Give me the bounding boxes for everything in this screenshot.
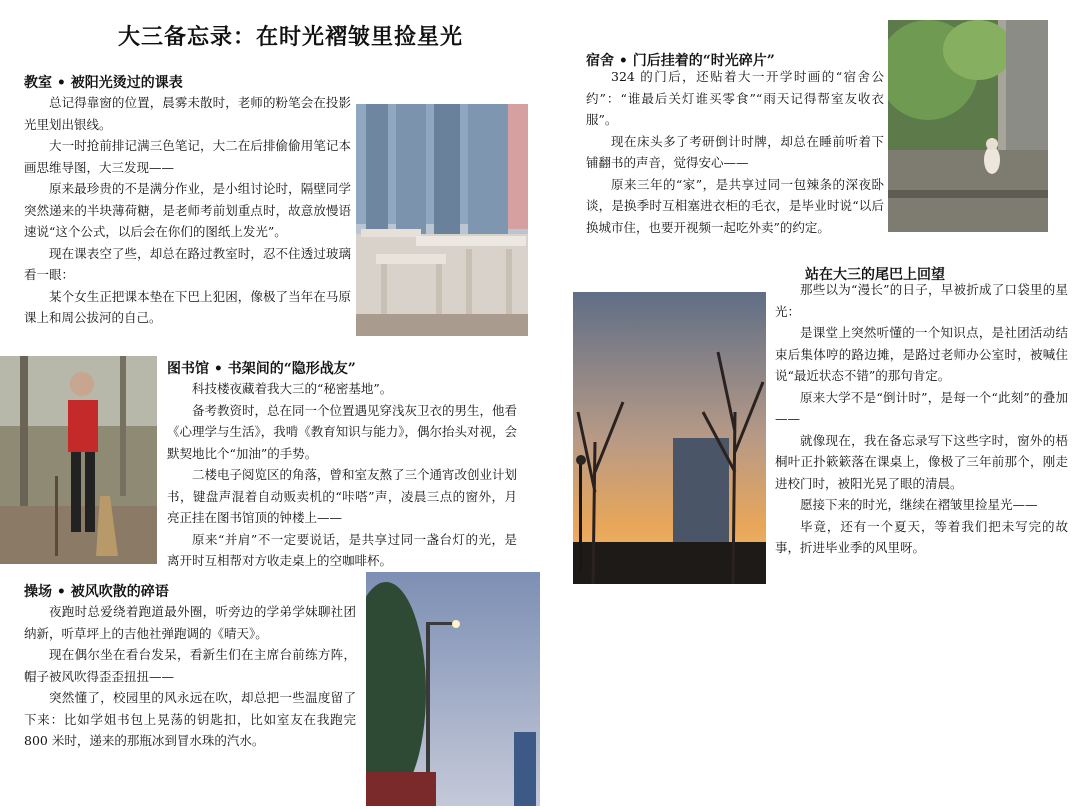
paragraph: 备考教资时，总在同一个位置遇见穿浅灰卫衣的男生，他看《心理学与生活》，我啃《教育知识与能力》，偶尔抬头对视，会默契地比个“加油”的手势。 [167, 402, 518, 461]
dorm-text [586, 66, 884, 238]
reflection-text [775, 279, 1068, 559]
playground-heading: 操场 • 被风吹散的碎语 [24, 584, 169, 600]
paragraph: 总记得靠窗的位置，晨雾未散时，老师的粉笔会在投影光里划出银线。 [24, 95, 351, 132]
page-title: 大三备忘录：在时光褶皱里捡星光 [118, 24, 464, 50]
playground-text [24, 601, 356, 752]
paragraph: 二楼电子阅览区的角落，曾和室友熬了三个通宵改创业计划书，键盘声混着自动贩卖机的“咔嗒”声，凌晨三点的窗外，月亮正挂在图书馆顶的钟楼上—— [167, 467, 518, 525]
paragraph: 就像现在，我在备忘录写下这些字时，窗外的梧桐叶正扑簌簌落在课桌上，像极了三年前那个，刚走进校门时，被阳光晃了眼的清晨。 [775, 432, 1068, 491]
paragraph: 毕竟，还有一个夏天，等着我们把未写完的故事，折进毕业季的风里呀。 [775, 518, 1068, 555]
paragraph: 现在床头多了考研倒计时牌，却总在睡前听着下铺翻书的声音，觉得安心—— [586, 133, 884, 170]
paragraph: 夜跑时总爱绕着跑道最外圈，听旁边的学弟学妹聊社团纳新，听草坪上的吉他社弹跑调的《晴天》。 [24, 604, 356, 641]
paragraph: 突然懂了，校园里的风永远在吹，却总把一些温度留了下来：比如学姐书包上晃荡的钥匙扣，比如室友在我跑完 800 米时，递来的那瓶冰到冒水珠的汽水。 [24, 690, 356, 748]
paragraph: 原来三年的“家”，是共享过同一包辣条的深夜卧谈，是换季时互相塞进衣柜的毛衣，是毕业时说“以后换城市住，也要开视频一起吃外卖”的约定。 [586, 176, 884, 235]
paragraph: 324 的门后，还贴着大一开学时画的“宿舍公约”：“谁最后关灯谁买零食”“雨天记得帮室友收衣服”。 [586, 69, 884, 127]
dorm-heading: 宿舍 • 门后挂着的“时光碎片” [586, 53, 775, 69]
paragraph: 现在偶尔坐在看台发呆，看新生们在主席台前练方阵，帽子被风吹得歪歪扭扭—— [24, 647, 356, 684]
cat-photo [888, 20, 1048, 232]
student-photo [0, 356, 157, 564]
sunset-photo [573, 292, 766, 584]
reflection-heading: 站在大三的尾巴上回望 [805, 267, 945, 283]
library-text [167, 378, 517, 572]
paragraph: 原来大学不是“倒计时”，是每一个“此刻”的叠加—— [775, 389, 1068, 426]
street-lamp-photo [366, 572, 540, 806]
classroom-photo [356, 104, 528, 336]
paragraph: 大一时抢前排记满三色笔记，大二在后排偷偷用笔记本画思维导图，大三发现—— [24, 138, 351, 175]
paragraph: 愿接下来的时光，继续在褶皱里捡星光—— [800, 497, 1038, 512]
classroom-text [24, 92, 351, 329]
library-heading: 图书馆 • 书架间的“隐形战友” [167, 361, 356, 377]
paragraph: 某个女生正把课本垫在下巴上犯困，像极了当年在马原课上和周公拔河的自己。 [24, 288, 351, 325]
paragraph: 原来最珍贵的不是满分作业，是小组讨论时，隔壁同学突然递来的半块薄荷糖，是老师考前划重点时，故意放慢语速说“这个公式，以后会在你们的图纸上发光”。 [24, 181, 351, 239]
paragraph: 科技楼夜藏着我大三的“秘密基地”。 [192, 381, 393, 396]
paragraph: 现在课表空了些，却总在路过教室时，忍不住透过玻璃看一眼： [24, 245, 351, 282]
paragraph: 是课堂上突然听懂的一个知识点，是社团活动结束后集体哼的路边摊，是路过老师办公室时，被喊住说“最近状态不错”的那句肯定。 [775, 325, 1068, 383]
classroom-heading: 教室 • 被阳光烫过的课表 [24, 75, 183, 91]
paragraph: 原来“并肩”不一定要说话，是共享过同一盏台灯的光，是离开时互相帮对方收走桌上的空咖啡杯。 [167, 531, 517, 568]
paragraph: 那些以为“漫长”的日子，早被折成了口袋里的星光： [775, 282, 1068, 319]
